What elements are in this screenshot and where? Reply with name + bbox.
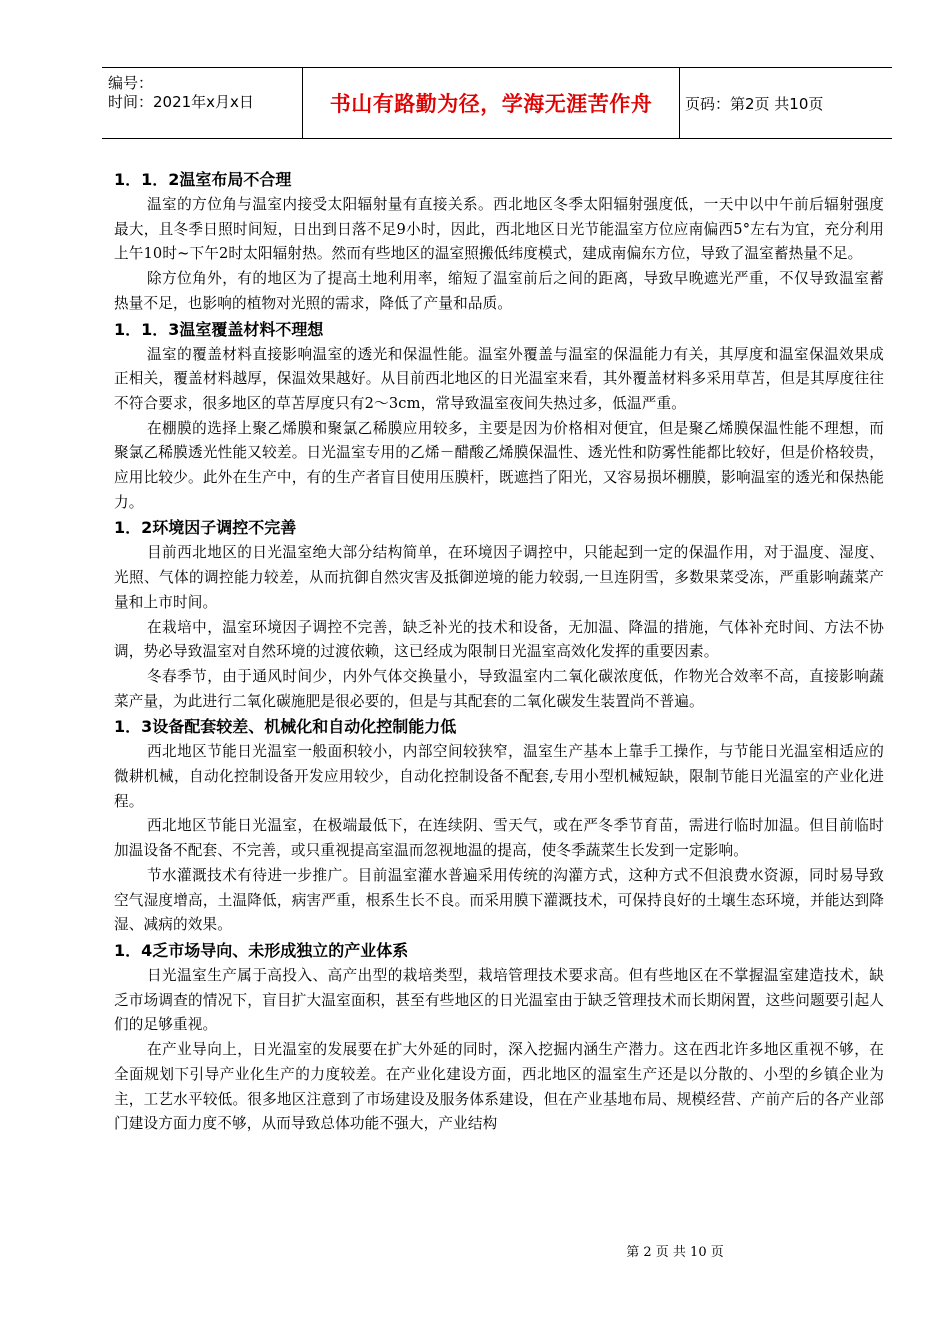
paragraph: 温室的方位角与温室内接受太阳辐射量有直接关系。西北地区冬季太阳辐射强度低，一天中以中午前后辐射强度最大，且冬季日照时间短，日出到日落不足9小时，因此，西北地区日光节能温室方位应南偏西5°左右为宜，充分利用上午10时~下午2时太阳辐射热。然而有些地区的温室照搬低纬度模式，建成南偏东方位，导致了温室蓄热量不足。 — [114, 196, 884, 263]
section-heading: 1．1．3温室覆盖材料不理想 — [114, 319, 324, 339]
paragraph: 在栽培中，温室环境因子调控不完善，缺乏补光的技术和设备，无加温、降温的措施，气体补充时间、方法不协调，势必导致温室对自然环境的过渡依赖，这已经成为限制日光温室高效化发挥的重要因素。 — [114, 618, 884, 661]
paragraph: 温室的覆盖材料直接影响温室的透光和保温性能。温室外覆盖与温室的保温能力有关，其厚度和温室保温效果成正相关，覆盖材料越厚，保温效果越好。从目前西北地区的日光温室来看，其外覆盖材料多采用草苫，但是其厚度往往不符合要求，很多地区的草苫厚度只有2～3cm，常导致温室夜间失热过多，低温严重。 — [114, 345, 884, 412]
paragraph: 日光温室生产属于高投入、高产出型的栽培类型，栽培管理技术要求高。但有些地区在不掌握温室建造技术，缺乏市场调查的情况下，盲目扩大温室面积，甚至有些地区的日光温室由于缺乏管理技术而长期闲置，这些问题要引起人们的足够重视。 — [114, 966, 884, 1034]
section-heading: 1．4乏市场导向、未形成独立的产业体系 — [114, 940, 409, 960]
header-page-cell — [679, 68, 892, 138]
page-footer — [0, 1241, 950, 1260]
paragraph: 目前西北地区的日光温室绝大部分结构简单，在环境因子调控中，只能起到一定的保温作用，对于温度、湿度、光照、气体的调控能力较差，从而抗御自然灾害及抵御逆境的能力较弱,一旦连阴雪，多数果菜受冻，严重影响蔬菜产量和上市时间。 — [114, 544, 884, 611]
page-header — [102, 67, 892, 139]
section-heading: 1．2环境因子调控不完善 — [114, 518, 297, 538]
section-heading: 1．1．2温室布局不合理 — [114, 170, 292, 189]
paragraph: 除方位角外，有的地区为了提高土地利用率，缩短了温室前后之间的距离，导致早晚遮光严重，不仅导致温室蓄热量不足，也影响的植物对光照的需求，降低了产量和品质。 — [114, 270, 884, 312]
number-label: 编号： — [108, 74, 154, 92]
footer-page-number: 第 2 页 共 10 页 — [626, 1245, 724, 1260]
document-body — [114, 167, 884, 1137]
paragraph: 在产业导向上，日光温室的发展要在扩大外延的同时，深入挖掘内涵生产潜力。这在西北许多地区重视不够，在全面规划下引导产业化生产的力度较差。在产业化建设方面，西北地区的温室生产还是以分散的、小型的乡镇企业为主，工艺水平较低。很多地区注意到了市场建设及服务体系建设，但在产业基地布局、规模经营、产前产后的各产业部门建设方面力度不够，从而导致总体功能不强大，产业结构 — [114, 1041, 884, 1133]
header-meta — [102, 68, 302, 138]
page-info: 页码：第2页 共10页 — [685, 94, 824, 113]
header-motto-cell — [302, 68, 680, 138]
paragraph: 节水灌溉技术有待进一步推广。目前温室灌水普遍采用传统的沟灌方式，这种方式不但浪费水资源，同时易导致空气湿度增高，土温降低，病害严重，根系生长不良。而采用膜下灌溉技术，可保持良好的土壤生态环境，并能达到降湿、减病的效果。 — [114, 866, 884, 934]
paragraph: 在棚膜的选择上聚乙烯膜和聚氯乙稀膜应用较多，主要是因为价格相对便宜，但是聚乙烯膜保温性能不理想，而聚氯乙稀膜透光性能又较差。日光温室专用的乙烯－醋酸乙烯膜保温性、透光性和防雾性能都比较好，但是价格较贵，应用比较少。此外在生产中，有的生产者盲目使用压膜杆，既遮挡了阳光，又容易损坏棚膜，影响温室的透光和保热能力。 — [114, 419, 884, 511]
section-heading: 1．3设备配套较差、机械化和自动化控制能力低 — [114, 717, 457, 737]
paragraph: 西北地区节能日光温室一般面积较小，内部空间较狭窄，温室生产基本上靠手工操作，与节能日光温室相适应的微耕机械，自动化控制设备开发应用较少，自动化控制设备不配套,专用小型机械短缺，限制节能日光温室的产业化进程。 — [114, 743, 884, 810]
paragraph: 冬春季节，由于通风时间少，内外气体交换量小，导致温室内二氧化碳浓度低，作物光合效率不高，直接影响蔬菜产量，为此进行二氧化碳施肥是很必要的，但是与其配套的二氧化碳发生装置尚不普遍。 — [114, 667, 884, 710]
motto-text: 书山有路勤为径，学海无涯苦作舟 — [329, 92, 653, 116]
paragraph: 西北地区节能日光温室，在极端最低下，在连续阴、雪天气，或在严冬季节育苗，需进行临时加温。但目前临时加温设备不配套、不完善，或只重视提高室温而忽视地温的提高，使冬季蔬菜生长发到一定影响。 — [114, 817, 884, 860]
time-label: 时间：2021年x月x日 — [108, 93, 254, 111]
